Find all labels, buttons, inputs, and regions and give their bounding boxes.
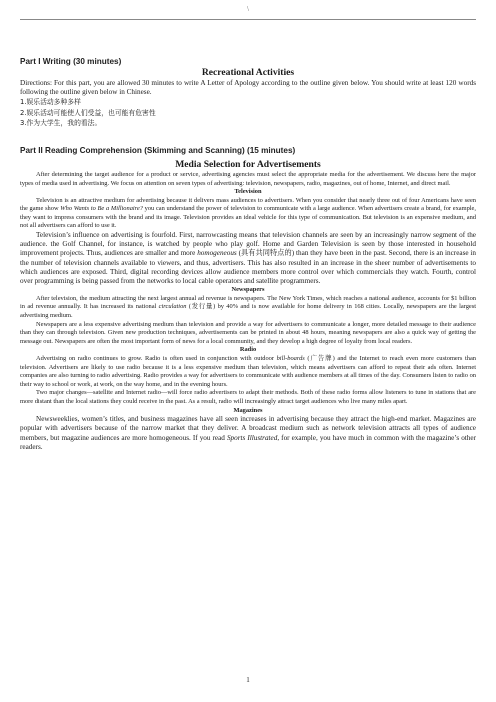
document-body [20,56,476,452]
term-homogeneous: homogeneous [197,249,237,258]
term-billboards: bill-boards [276,355,305,363]
header-mark: \ [247,5,249,13]
page-number: 1 [246,676,250,684]
television-paragraph-2: Television’s influence on advertising is fourfold. First, narrowcasting means that television channels are seen by an increasingly narrow segment of the audience. the Golf Channel, for instance, is watched by people who play golf. Home and Garden Television is seen by those interested in household improvement projects. Thus, audiences are smaller and more homogeneous (具有共同特点的) than they have been in the past. Second, there is an increase in the number of television channels available to viewers, and thus, advertisers. This has also resulted in an increase in the sheer number of advertisements to which audiences are exposed. Third, digital recording devices allow audience members more control over which commercials they watch. Fourth, control over programming is being passed from the networks to local cable operators and satellite programmers. [20,231,477,286]
header-rule [20,19,476,20]
outline-item-3: 3.作为大学生，我的看法。 [20,119,102,128]
magazines-paragraph-1: Newsweeklies, women’s titles, and business magazines have all seen increases in advertising because they attract the high-end market. Magazines are popular with advertisers because of the narrow market that they deliver. A broadcast medium such as network television attracts all types of audience members, but magazine audiences are more homogeneous. If you read Sports Illustrated, for example, you have much in common with the magazine’s other readers. [20,415,476,451]
radio-paragraph-2: Two major changes—satellite and Internet radio—will force radio advertisers to adapt their methods. Both of these radio forms allow listeners to tune in stations that are more distant than the local stations they could receive in the past. As a result, radio will increasingly attract target audiences who live many miles apart. [20,389,476,405]
part1-heading: Part I Writing (30 minutes) [20,57,122,66]
part2-heading: Part II Reading Comprehension (Skimming and Scanning) (15 minutes) [20,145,296,155]
outline-item-2: 2.娱乐活动可能使人们受益，也可能有危害性 [20,108,156,117]
show-title: Who Wants to Be a Millionaire? [60,205,143,213]
outline-item-1: 1.娱乐活动多种多样 [20,98,81,107]
section-heading-radio: Radio [239,346,257,354]
intro-paragraph: After determining the target audience for a product or service, advertising agencies must select the appropriate media for the advertisement. We discuss here the major types of media used in advertising. We focus on attention on seven types of advertising: television, newspapers, radio, magazines, out of home, Internet, and direct mail. [20,170,476,187]
section-heading-newspapers: Newspapers [231,286,265,294]
magazine-title: Sports Illustrated [226,433,278,442]
part1-title: Recreational Activities [201,67,295,78]
part2-title: Media Selection for Advertisements [175,158,321,170]
section-heading-television: Television [234,188,262,196]
radio-paragraph-1: Advertising on radio continues to grow. Radio is often used in conjunction with outdoor bill-boards (广告牌) and the Internet to reach even more customers than television. Advertisers are likely to use radio because it is a less expensive medium than television, which means advertisers can afford to repeat their ads often. Internet companies are also turning to radio advertising. Radio provides a way for advertisers to communicate with audience members at all times of the day. Consumers listen to radio on their way to school or work, at work, on the way home, and in the evening hours. [20,355,476,388]
term-circulation: circulation [158,303,187,311]
television-paragraph-1: Television is an attractive medium for advertising because it delivers mass audiences to advertisers. When you consider that nearly three out of four Americans have seen the game show Who Wants to Be a Millionaire? you can understand the power of television to communicate with a large audience. When advertisers create a brand, for example, they want to impress consumers with the brand and its image. Television provides an ideal vehicle for this type of communication. But television is an expensive medium, and not all advertisers can afford to use it. [20,196,476,230]
newspapers-paragraph-1: After television, the medium attracting the next largest annual ad revenue is newspapers. The New York Times, which reaches a national audience, accounts for $1 billion in ad revenue annually. It has increased its national circulation (发行量) by 40% and is now available for home delivery in 168 cities. Locally, newspapers are the largest advertising medium. [20,294,476,320]
part1-directions: Directions: For this part, you are allowed 30 minutes to write A Letter of Apology according to the outline given below. You should write at least 120 words following the outline given below in Chinese. [20,79,476,97]
newspapers-paragraph-2: Newspapers are a less expensive advertising medium than television and provide a way for advertisers to communicate a longer, more detailed message to their audience than they can through television. Given new production techniques, advertisements can be printed in about 48 hours, meaning newspapers are also a quick way of getting the message out. Newspapers are often the most important form of news for a local community, and they develop a high degree of loyalty from local readers. [20,320,476,345]
section-heading-magazines: Magazines [233,406,263,414]
